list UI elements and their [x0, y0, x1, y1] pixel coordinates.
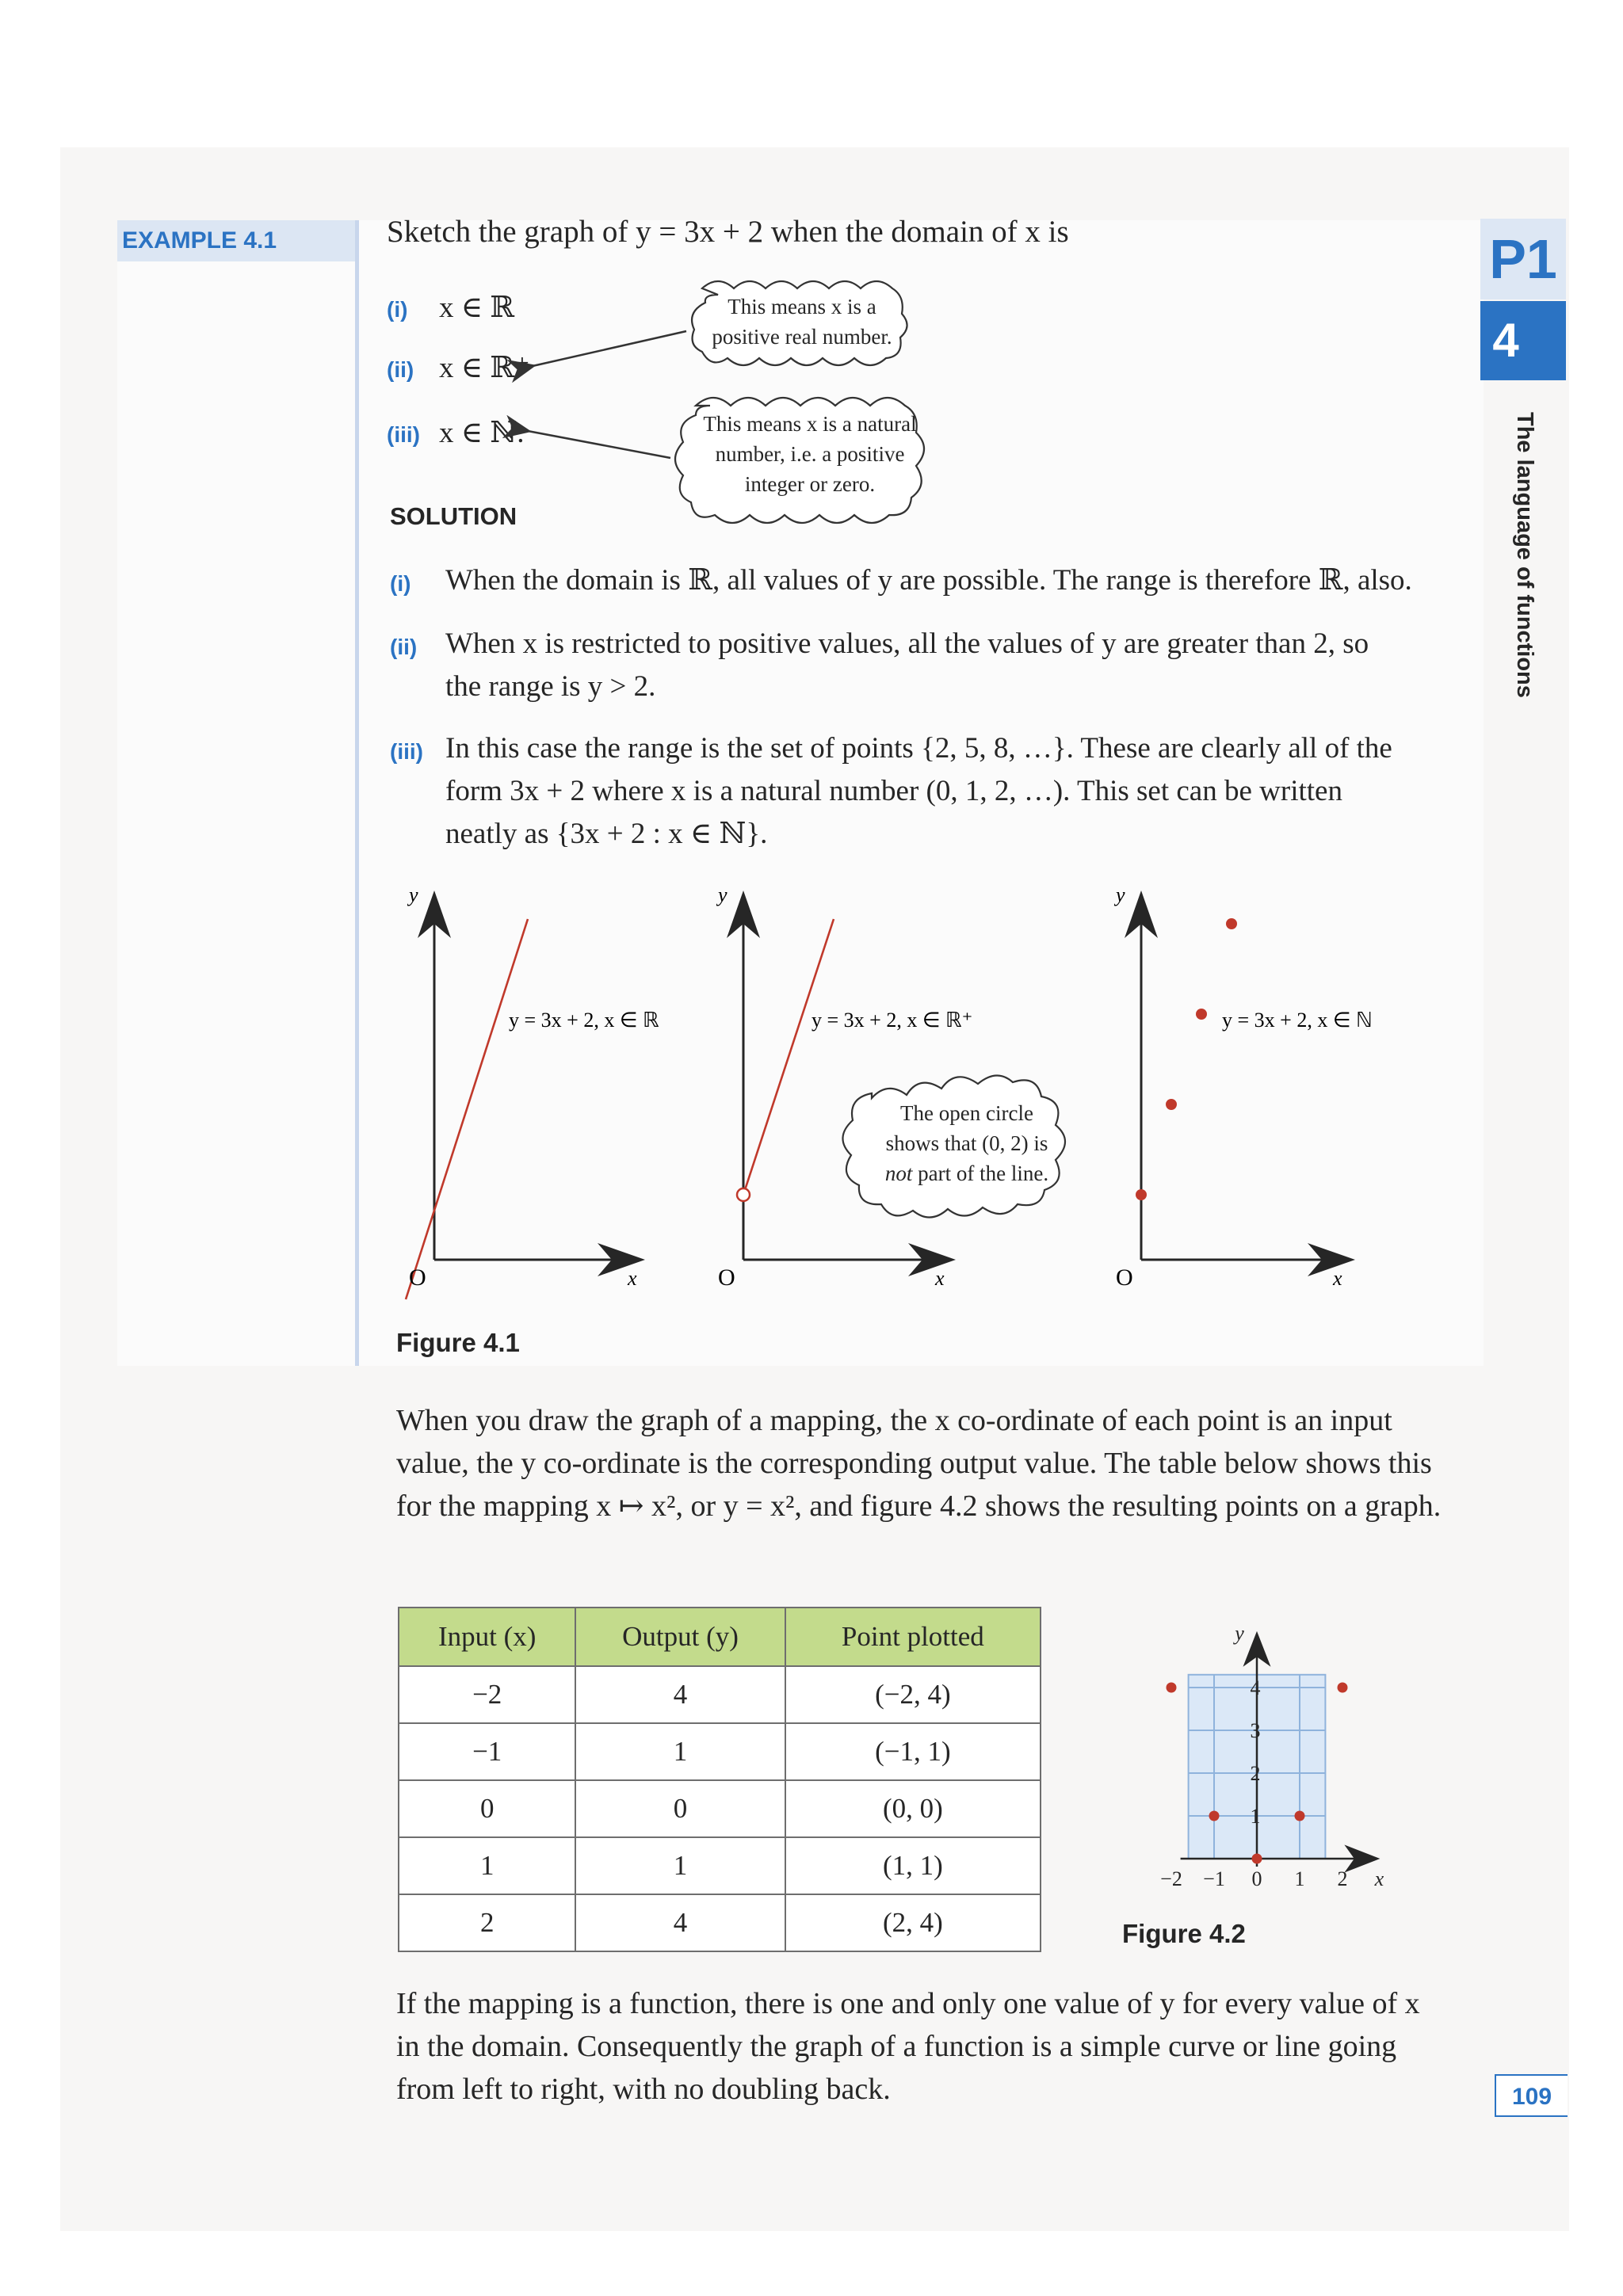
part-text: x ∈ ℝ [439, 292, 515, 324]
figure-4-2-caption: Figure 4.2 [1122, 1919, 1246, 1948]
solution-label: (i) [390, 571, 411, 596]
note-cloud-open-circle [840, 1070, 1094, 1220]
cell-input: 2 [399, 1894, 575, 1951]
part-label: (ii) [387, 357, 414, 382]
cell-point: (−1, 1) [785, 1723, 1041, 1780]
cloud-text [840, 1070, 1094, 1188]
table-row [399, 1723, 1041, 1780]
table-row [399, 1780, 1041, 1837]
cell-point: (0, 0) [785, 1780, 1041, 1837]
note-rest: part of the line. [912, 1161, 1049, 1185]
y-tick-label: 4 [1250, 1676, 1261, 1699]
x-axis-label: x [935, 1267, 945, 1290]
mapping-table [398, 1607, 1041, 1952]
part-text: x ∈ ℝ⁺ [439, 352, 530, 384]
y-tick-label: 2 [1250, 1762, 1261, 1785]
part-tab: P1 [1480, 219, 1566, 299]
x-tick-label: 2 [1337, 1867, 1348, 1890]
cell-output: 1 [575, 1837, 785, 1894]
header-point: Point plotted [785, 1608, 1041, 1666]
table-row [399, 1666, 1041, 1723]
data-point [1252, 1854, 1262, 1864]
graph-1 [406, 883, 659, 1299]
note-line: The open circle [900, 1101, 1033, 1125]
solution-label: (iii) [390, 739, 423, 764]
data-point [1167, 1683, 1177, 1693]
cell-output: 4 [575, 1894, 785, 1951]
y-axis-label: y [1116, 883, 1125, 906]
y-axis-label: y [718, 883, 727, 906]
cell-input: 0 [399, 1780, 575, 1837]
chapter-tab: 4 [1480, 301, 1566, 380]
y-axis-label: y [1235, 1621, 1244, 1645]
solution-text: When the domain is ℝ, all values of y are possible. The range is therefore ℝ, also. [445, 564, 1412, 597]
arrow-to-part-ii [533, 331, 686, 366]
part-text: x ∈ ℕ. [439, 417, 525, 449]
x-tick-label: −2 [1160, 1867, 1182, 1890]
origin-label: O [409, 1264, 426, 1291]
solution-item-iii [390, 727, 1420, 856]
header-output: Output (y) [575, 1608, 785, 1666]
part-label: (i) [387, 297, 408, 322]
example-intro: Sketch the graph of y = 3x + 2 when the domain of x is [387, 215, 1069, 249]
chapter-title: The language of functions [1512, 412, 1537, 698]
note-emphasis: not [884, 1161, 913, 1185]
cell-input: 1 [399, 1837, 575, 1894]
arrow-to-part-iii [528, 431, 670, 458]
y-tick-label: 1 [1250, 1805, 1261, 1828]
data-point [1209, 1811, 1220, 1821]
x-axis-label: x [1333, 1267, 1342, 1290]
solution-item-i [390, 559, 1476, 602]
note-line [851, 1158, 1083, 1188]
solution-text: In this case the range is the set of points {2, 5, 8, …}. These are clearly all of the form 3x + 2 where x is a natural number (0, 1, 2, …). This set can be written neatly as {3x + 2 : x ∈ ℕ}. [445, 732, 1392, 850]
data-point [1338, 1683, 1348, 1693]
note-cloud-natural [669, 388, 951, 520]
note-line: shows that (0, 2) is [885, 1131, 1048, 1155]
x-tick-label: −1 [1203, 1867, 1225, 1890]
table-row [399, 1837, 1041, 1894]
figure-4-2-chart [1094, 1592, 1458, 1909]
solution-item-ii [390, 623, 1396, 708]
y-axis-label: y [409, 883, 418, 906]
header-input: Input (x) [399, 1608, 575, 1666]
point-x0 [1136, 1189, 1147, 1200]
y-tick-label: 3 [1250, 1719, 1261, 1742]
example-tag: EXAMPLE 4.1 [117, 220, 358, 261]
cell-input: −2 [399, 1666, 575, 1723]
x-axis-label: x [1374, 1867, 1384, 1890]
solution-text: When x is restricted to positive values, all the values of y are greater than 2, so the range is y > 2. [445, 627, 1369, 703]
line-y-3x-2-positive [743, 919, 834, 1195]
cell-input: −1 [399, 1723, 575, 1780]
part-label: (iii) [387, 422, 420, 447]
origin-label: O [1116, 1264, 1133, 1291]
cell-point: (2, 4) [785, 1894, 1041, 1951]
x-axis-label: x [628, 1267, 637, 1290]
table-header-row [399, 1608, 1041, 1666]
note-cloud-positive-real [678, 274, 926, 361]
chapter-title-vertical [1466, 412, 1577, 729]
graph-label: y = 3x + 2, x ∈ ℝ⁺ [812, 1009, 973, 1032]
data-point [1295, 1811, 1305, 1821]
graph-3 [1113, 883, 1373, 1291]
cell-point: (1, 1) [785, 1837, 1041, 1894]
cell-point: (−2, 4) [785, 1666, 1041, 1723]
cell-output: 1 [575, 1723, 785, 1780]
open-circle-0-2 [737, 1188, 750, 1201]
paragraph-mapping: When you draw the graph of a mapping, the x co-ordinate of each point is an input value, the y co-ordinate is the corresponding output value. The table below shows this for the mapping x ↦ x², or y = x², and figure 4.2 shows the resulting points on a graph. [396, 1404, 1442, 1523]
x-tick-label: 1 [1294, 1867, 1305, 1890]
x-tick-label: 0 [1251, 1867, 1262, 1890]
solution-label: (ii) [390, 635, 418, 659]
page-number: 109 [1495, 2074, 1568, 2117]
figure-4-1 [0, 871, 1426, 1315]
origin-label: O [718, 1264, 735, 1291]
figure-4-1-caption: Figure 4.1 [396, 1328, 520, 1357]
cell-output: 0 [575, 1780, 785, 1837]
line-y-3x-2 [406, 919, 528, 1299]
cell-output: 4 [575, 1666, 785, 1723]
point-x2 [1196, 1009, 1207, 1020]
cloud-text: This means x is a natural number, i.e. a positive integer or zero. [703, 412, 917, 496]
graph-label: y = 3x + 2, x ∈ ℝ [509, 1009, 659, 1032]
paragraph-function: If the mapping is a function, there is one and only one value of y for every value of x in the domain. Consequently the graph of a function is a simple curve or line going from left to right, with no doubling back. [396, 1987, 1420, 2106]
graph-label: y = 3x + 2, x ∈ ℕ [1222, 1009, 1373, 1032]
solution-heading: SOLUTION [390, 502, 517, 530]
table-row [399, 1894, 1041, 1951]
point-x1 [1166, 1099, 1177, 1110]
point-x3 [1226, 918, 1237, 929]
cloud-text: This means x is a positive real number. [712, 295, 892, 349]
